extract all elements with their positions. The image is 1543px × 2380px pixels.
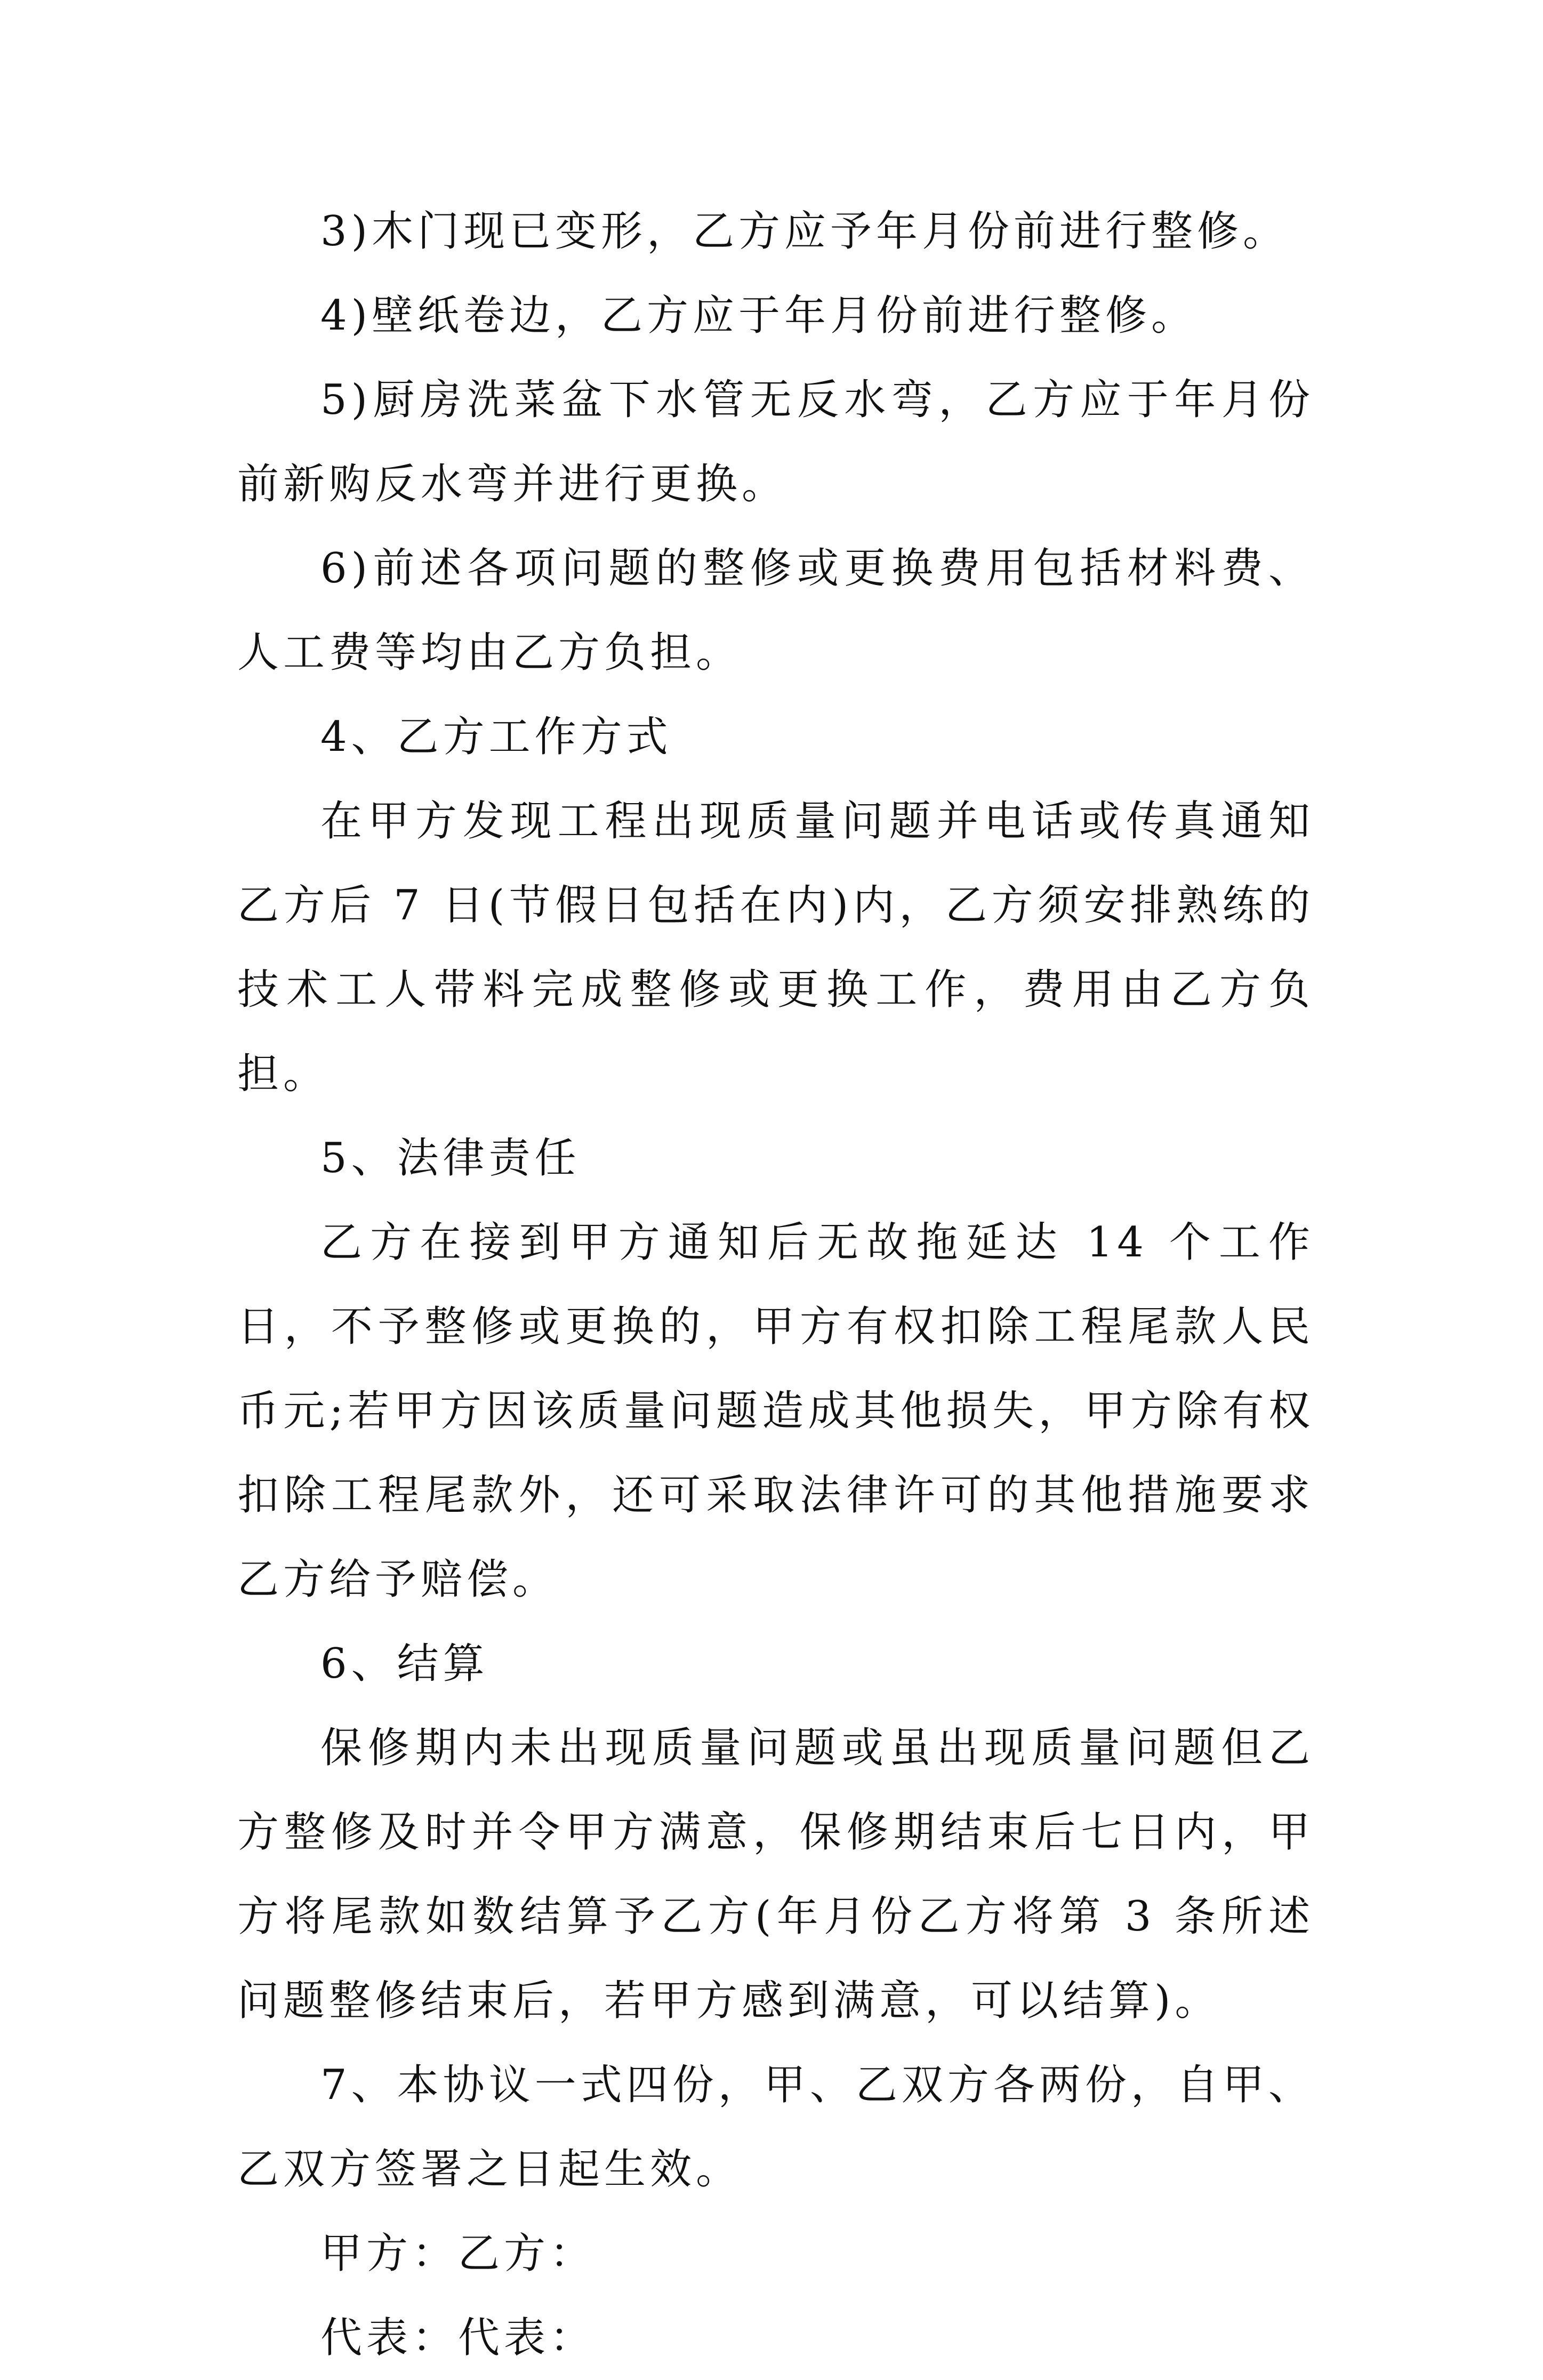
section-heading-legal-liability: 5、法律责任 (320, 1134, 581, 1182)
paragraph-work-method: 在甲方发现工程出现质量问题并电话或传真通知乙方后 7 日(节假日包括在内)内，乙方须安排熟练的技术工人带料完成整修或更换工作，费用由乙方负担。 (237, 797, 1314, 1098)
clause-item-4: 4)壁纸卷边，乙方应于年月份前进行整修。 (320, 292, 1198, 340)
signature-parties: 甲方：乙方： (320, 2230, 596, 2278)
paragraph-legal-liability: 乙方在接到甲方通知后无故拖延达 14 个工作日，不予整修或更换的，甲方有权扣除工程尾款人民币元;若甲方因该质量问题造成其他损失，甲方除有权扣除工程尾款外，还可采取法律许可的其他措施要求乙方给予赔偿。 (237, 1219, 1314, 1604)
clause-item-6: 6)前述各项问题的整修或更换费用包括材料费、人工费等均由乙方负担。 (237, 544, 1314, 677)
paragraph-settlement: 保修期内未出现质量问题或虽出现质量问题但乙方整修及时并令甲方满意，保修期结束后七日内，甲方将尾款如数结算予乙方(年月份乙方将第 3 条所述问题整修结束后，若甲方感到满意，可以结算)。 (237, 1724, 1314, 2025)
clause-item-3: 3)木门现已变形，乙方应予年月份前进行整修。 (320, 207, 1289, 255)
section-heading-settlement: 6、结算 (320, 1640, 489, 1688)
document-body (237, 189, 1314, 2380)
clause-item-5: 5)厨房洗菜盆下水管无反水弯，乙方应于年月份前新购反水弯并进行更换。 (237, 376, 1314, 508)
section-heading-work-method: 4、乙方工作方式 (320, 713, 672, 761)
paragraph-copies-effective: 7、本协议一式四份，甲、乙双方各两份，自甲、乙双方签署之日起生效。 (237, 2061, 1314, 2193)
signature-representatives: 代表：代表： (320, 2314, 596, 2362)
